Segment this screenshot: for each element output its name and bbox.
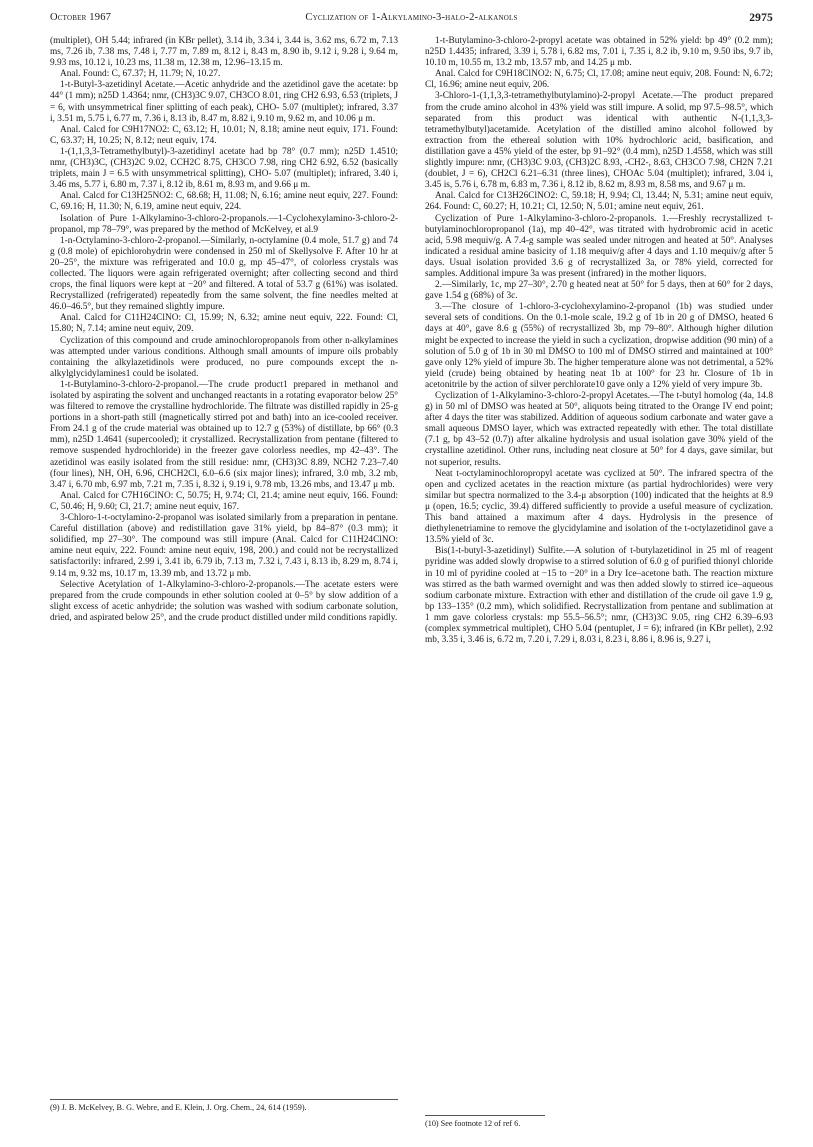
paragraph: Anal. Calcd for C11H24ClNO: Cl, 15.99; N, 6.32; amine neut equiv, 222. Found: Cl, 15.80; N, 7.14; amine neut equiv, 209. xyxy=(50,313,398,335)
paragraph: Cyclization of Pure 1-Alkylamino-3-chloro-2-propanols. 1.—Freshly recrystallized t-butylaminochloropropanol (1a), mp 40–42°, was titrated with hydrobromic acid in acetic acid, 5.98 mequiv/g. A 7.4-g sample was sealed under nitrogen and heated at 50°. Analyses indicated a residual amine basicity of 1.18 mequiv/g after 4 days and 1.10 mequiv/g after 5 days. Usual isolation provided 3.6 g of recrystallized 3a, or 78% yield, corrected for samples. Additional impure 3a was present (infrared) in the mother liquors. xyxy=(425,213,773,279)
footnote-10: (10) See footnote 12 of ref 6. xyxy=(425,1119,521,1128)
paragraph: Isolation of Pure 1-Alkylamino-3-chloro-2-propanols.—1-Cyclohexylamino-3-chloro-2-propanol, mp 78–79°, was prepared by the method of McKelvey, et al.9 xyxy=(50,213,398,235)
header-title: Cyclization of 1-Alkylamino-3-halo-2-alkanols xyxy=(305,12,518,23)
paragraph: Anal. Calcd for C13H26ClNO2: C, 59.18; H, 9.94; Cl, 13.44; N, 5.31; amine neut equiv, 264. Found: C, 60.27; H, 10.21; Cl, 12.50; N, 5.01; amine neut equiv, 261. xyxy=(425,191,773,213)
left-column xyxy=(50,36,398,624)
footnote-right xyxy=(425,1115,545,1129)
right-column xyxy=(425,36,773,646)
footnote-left xyxy=(50,1099,398,1113)
paragraph: Anal. Calcd for C9H17NO2: C, 63.12; H, 10.01; N, 8.18; amine neut equiv, 171. Found: C, 63.37; H, 10.25; N, 8.12; neut equiv, 174. xyxy=(50,124,398,146)
paragraph: 3.—The closure of 1-chloro-3-cyclohexylamino-2-propanol (1b) was studied under several sets of conditions. On the 0.1-mole scale, 19.2 g of 1b in 20 g of DMSO, heated 6 days at 40°, gave 8.6 g (55%) of recrystallized 3b, mp 79–80°. Although higher dilution might be expected to increase the yield in such a cyclization, dropwise addition (90 min) of a solution of 5.0 g of 1b in 30 ml DMSO to 100 ml of DMSO stirred and maintained at 100° gave only 12% yield of impure 3b. The higher temperature alone was not detrimental, a 52% yield (crude) being obtained by heating neat 1b at 100° for 23 hr. Closure of 1b in acetonitrile by the action of silver perchlorate10 gave only a 12% yield of very impure 3b. xyxy=(425,302,773,390)
paragraph: Anal. Calcd for C7H16ClNO: C, 50.75; H, 9.74; Cl, 21.4; amine neut equiv, 166. Found: C, 50.46; H, 9.60; Cl, 21.7; amine neut equiv, 167. xyxy=(50,490,398,512)
paragraph: 1-t-Butylamino-3-chloro-2-propyl acetate was obtained in 52% yield: bp 49° (0.2 mm); n25D 1.4435; infrared, 3.39 i, 5.78 i, 6.82 ms, 7.01 i, 7.35 i, 8.2 ib, 9.10 m, 9.50 ibs, 9.7 ib, 10.10 m, 10.55 m, 13.2 mb, 13.57 mb, and 14.25 μ mb. xyxy=(425,36,773,69)
paragraph: 2.—Similarly, 1c, mp 27–30°, 2.70 g heated neat at 50° for 5 days, then at 60° for 2 days, gave 1.54 g (68%) of 3c. xyxy=(425,280,773,302)
paragraph: 1-t-Butyl-3-azetidinyl Acetate.—Acetic anhydride and the azetidinol gave the acetate: bp 44° (1 mm); n25D 1.4364; nmr, (CH3)3C 9.07, CH3CO 8.01, ring CH2 6.93, 6.53 (triplets, J = 6, with unsymmetrical finer splitting of each peak), CHO- 5.07 (multiplet); infrared, 3.37 i, 3.51 m, 5.75 i, 6.77 m, 7.36 i, 8.13 ib, 8.47 m, 8.82 i, 9.10 m, 9.62 m, and 10.06 μ m. xyxy=(50,80,398,124)
paragraph: Anal. Found: C, 67.37; H, 11.79; N, 10.27. xyxy=(60,69,221,80)
paragraph: 3-Chloro-1-t-octylamino-2-propanol was isolated similarly from a preparation in pentane. Careful distillation (above) and redistillation gave 31% yield, bp 84–87° (0.3 mm); it solidified, mp 27–30°. The compound was still impure (Anal. Calcd for C11H24ClNO: amine neut equiv, 222. Found: amine neut equiv, 198, 200.) and could not be recrystallized satisfactorily: infrared, 2.99 i, 3.41 ib, 6.79 ib, 7.13 m, 7.32 i, 7.43 i, 8.13 ib, 8.29 m, 8.74 i, 9.14 m, 9.32 ms, 10.17 m, 13.39 mb, and 13.72 μ mb. xyxy=(50,513,398,579)
header-date: October 1967 xyxy=(50,12,112,23)
footnote-9: (9) J. B. McKelvey, B. G. Webre, and E. Klein, J. Org. Chem., 24, 614 (1959). xyxy=(50,1103,307,1112)
paragraph: 1-(1,1,3,3-Tetramethylbutyl)-3-azetidinyl acetate had bp 78° (0.7 mm); n25D 1.4510; nmr, (CH3)3C, (CH3)2C 9.02, CCH2C 8.75, CH3CO 7.98, ring CH2 6.92, 6.52 (basically triplets, main J = 6.5 with unsymmetrical splitting), CHO- 5.07 (multiplet); infrared, 3.40 i, 3.46 ms, 5.77 i, 6.80 m, 7.37 i, 8.12 ib, 8.61 m, 8.93 m, and 9.66 μ m. xyxy=(50,146,398,191)
paragraph: Cyclization of 1-Alkylamino-3-chloro-2-propyl Acetates.—The t-butyl homolog (4a, 14.8 g) in 50 ml of DMSO was heated at 50°, aliquots being titrated to the Orange IV end point; after 4 days the titer was stabilized. Addition of aqueous sodium carbonate and water gave a small aqueous DMSO layer, which was extracted repeatedly with ether. The total distillate (7.1 g, bp 43–52 (0.7)) after alkaline hydrolysis and usual isolation gave 30% yield of the crystalline azetidinol. Other runs, including neat closure at 50° for 4 days, gave similar, but not superior, results. xyxy=(425,391,773,468)
paragraph: (multiplet), OH 5.44; infrared (in KBr pellet), 3.14 ib, 3.34 i, 3.44 is, 3.62 ms, 6.72 m, 7.13 ms, 7.26 ib, 7.38 ms, 7.48 i, 7.77 m, 7.89 m, 8.12 i, 8.43 m, 8.90 ib, 9.12 i, 9.28 i, 9.64 m, 9.93 ms, 10.12 i, 10.23 ms, 11.38 m, 12.38 m, 12.96–13.15 m. xyxy=(50,36,398,69)
paragraph: Anal. Calcd for C13H25NO2: C, 68.68; H, 11.08; N, 6.16; amine neut equiv, 227. Found: C, 69.16; H, 11.30; N, 6.19, amine neut equiv, 224. xyxy=(50,191,398,213)
paragraph: Anal. Calcd for C9H18ClNO2: N, 6.75; Cl, 17.08; amine neut equiv, 208. Found: N, 6.72; Cl, 16.96; amine neut equiv, 206. xyxy=(425,69,773,91)
paragraph: 1-n-Octylamino-3-chloro-2-propanol.—Similarly, n-octylamine (0.4 mole, 51.7 g) and 74 g (0.8 mole) of epichlorohydrin were condensed in 250 ml of Skellysolve F. After 10 hr at 20–25°, the mixture was refrigerated and 10.0 g, mp 45–47°, of colorless crystals was collected. The liquors were again refrigerated overnight; after collecting second and third crops, the final liquors were kept at −20° and filtered. A total of 53.7 g (61%) was isolated. Recrystallized (refrigerated) repeatedly from the same solvent, the fine needles melted at 46.0–46.5°, but they remained slightly impure. xyxy=(50,235,398,313)
paragraph: Selective Acetylation of 1-Alkylamino-3-chloro-2-propanols.—The acetate esters were prepared from the crude compounds in ether solution cooled at 0–5° by slow addition of a slight excess of acetic anhydride; the solution was washed with sodium carbonate solution, dried, and aspirated below 25°, and the crude product distilled under mild conditions rapidly. xyxy=(50,579,398,623)
paragraph: 1-t-Butylamino-3-chloro-2-propanol.—The crude product1 prepared in methanol and isolated by aspirating the solvent and unchanged reactants in a rotating evaporator below 25° was filtered to remove the crystalline hydrochloride. The filtrate was distilled rapidly in 25-g portions in a short-path still (magnetically stirred pot and bath) into an ice-cooled receiver. From 24.1 g of the crude material was obtained up to 12.7 g (53%) of distillate, bp 66° (0.3 mm), n25D 1.4641 (supercooled); it crystallized. Recrystallization from pentane (filtered to remove suspended hydrochloride) in the freezer gave colorless needles, mp 42–43°. The azetidinol was easily isolated from the still residue: nmr, (CH3)3C 8.89, NCH2 7.23–7.40 (four lines), NH, OH, 6.96, CHCH2Cl, 6.0–6.6 (six major lines); infrared, 3.0 mb, 3.2 mb, 3.47 i, 6.70 mb, 6.97 mb, 7.21 m, 7.35 i, 8.32 i, 9.19 i, 9.78 mb, 13.26 mbs, and 13.47 μ mb. xyxy=(50,379,398,490)
paragraph: Neat t-octylaminochloropropyl acetate was cyclized at 50°. The infrared spectra of the open and cyclized acetates in the reaction mixture (as partial hydrochlorides) were very similar but spectra normalized to the 3.4-μ absorption (100) indicated that the heights at 8.9 μ (open, 16.5; cyclic, 39.4) differed sufficiently to provide a useful measure of cyclization. This band attained a maximum after 4 days. Hydrolysis in the presence of diethylenetriamine to remove the glycidylamine and isolation of the t-octylazetidinol gave a 13.5% yield of 3c. xyxy=(425,468,773,546)
paragraph: Bis(1-t-butyl-3-azetidinyl) Sulfite.—A solution of t-butylazetidinol in 25 ml of reagent pyridine was added slowly dropwise to a stirred solution of 6.0 g of purified thionyl chloride in 10 ml of pyridine cooled at −15 to −20° in a Dry Ice–acetone bath. The reaction mixture was stirred as the bath warmed overnight and was then added slowly to stirred ice–aqueous sodium carbonate mixture. Extraction with ether and distillation of the crude oil gave 1.9 g, bp 133–135° (0.2 mm), which solidified. Recrystallization from pentane and sublimation at 1 mm gave colorless crystals: mp 55.5–56.5°; nmr, (CH3)3C 9.05, ring CH2 6.39–6.93 (complex symmetrical multiplet), CHO 5.04 (pentuplet, J = 6); infrared (in KBr pellet), 2.92 mb, 3.35 i, 3.46 is, 6.72 m, 7.20 i, 7.29 i, 8.03 i, 8.23 i, 8.86 i, 8.96 is, 9.27 i, xyxy=(425,546,773,646)
running-header xyxy=(50,12,773,26)
page-number: 2975 xyxy=(749,12,773,24)
paragraph: 3-Chloro-1-(1,1,3,3-tetramethylbutylamino)-2-propyl Acetate.—The product prepared from the crude amino alcohol in 43% yield was still impure. A solid, mp 97.5–98.5°, which separated from this product was identical with authentic N-(1,1,3,3-tetramethylbutyl)acetamide. Acetylation of the distilled amino alcohol followed by extraction from the ethereal solution with 10% hydrochloric acid, basification, and distillation gave a 45% yield of the ester, bp 91–92° (0.4 mm), n25D 1.4558, which was still slightly impure: nmr, (CH3)3C 9.03, (CH3)2C 8.93, -CH2-, 8.63, CH3CO 7.98, CH2N 7.21 (doublet, J = 6), CH2Cl 6.21–6.31 (three lines), CHOAc 5.04 (multiplet); infrared, 3.04 i, 3.45 is, 5.76 i, 6.78 m, 6.83 m, 7.36 i, 8.12 ib, 8.62 m, 8.93 m, 8.58 ms, and 9.67 μ m. xyxy=(425,91,773,191)
paragraph: Cyclization of this compound and crude aminochloropropanols from other n-alkylamines was attempted under various conditions. Although small amounts of impure oils probably containing the alkylazetidinols were produced, no pure compounds except the n-alkylglycidylamines1 could be isolated. xyxy=(50,335,398,379)
